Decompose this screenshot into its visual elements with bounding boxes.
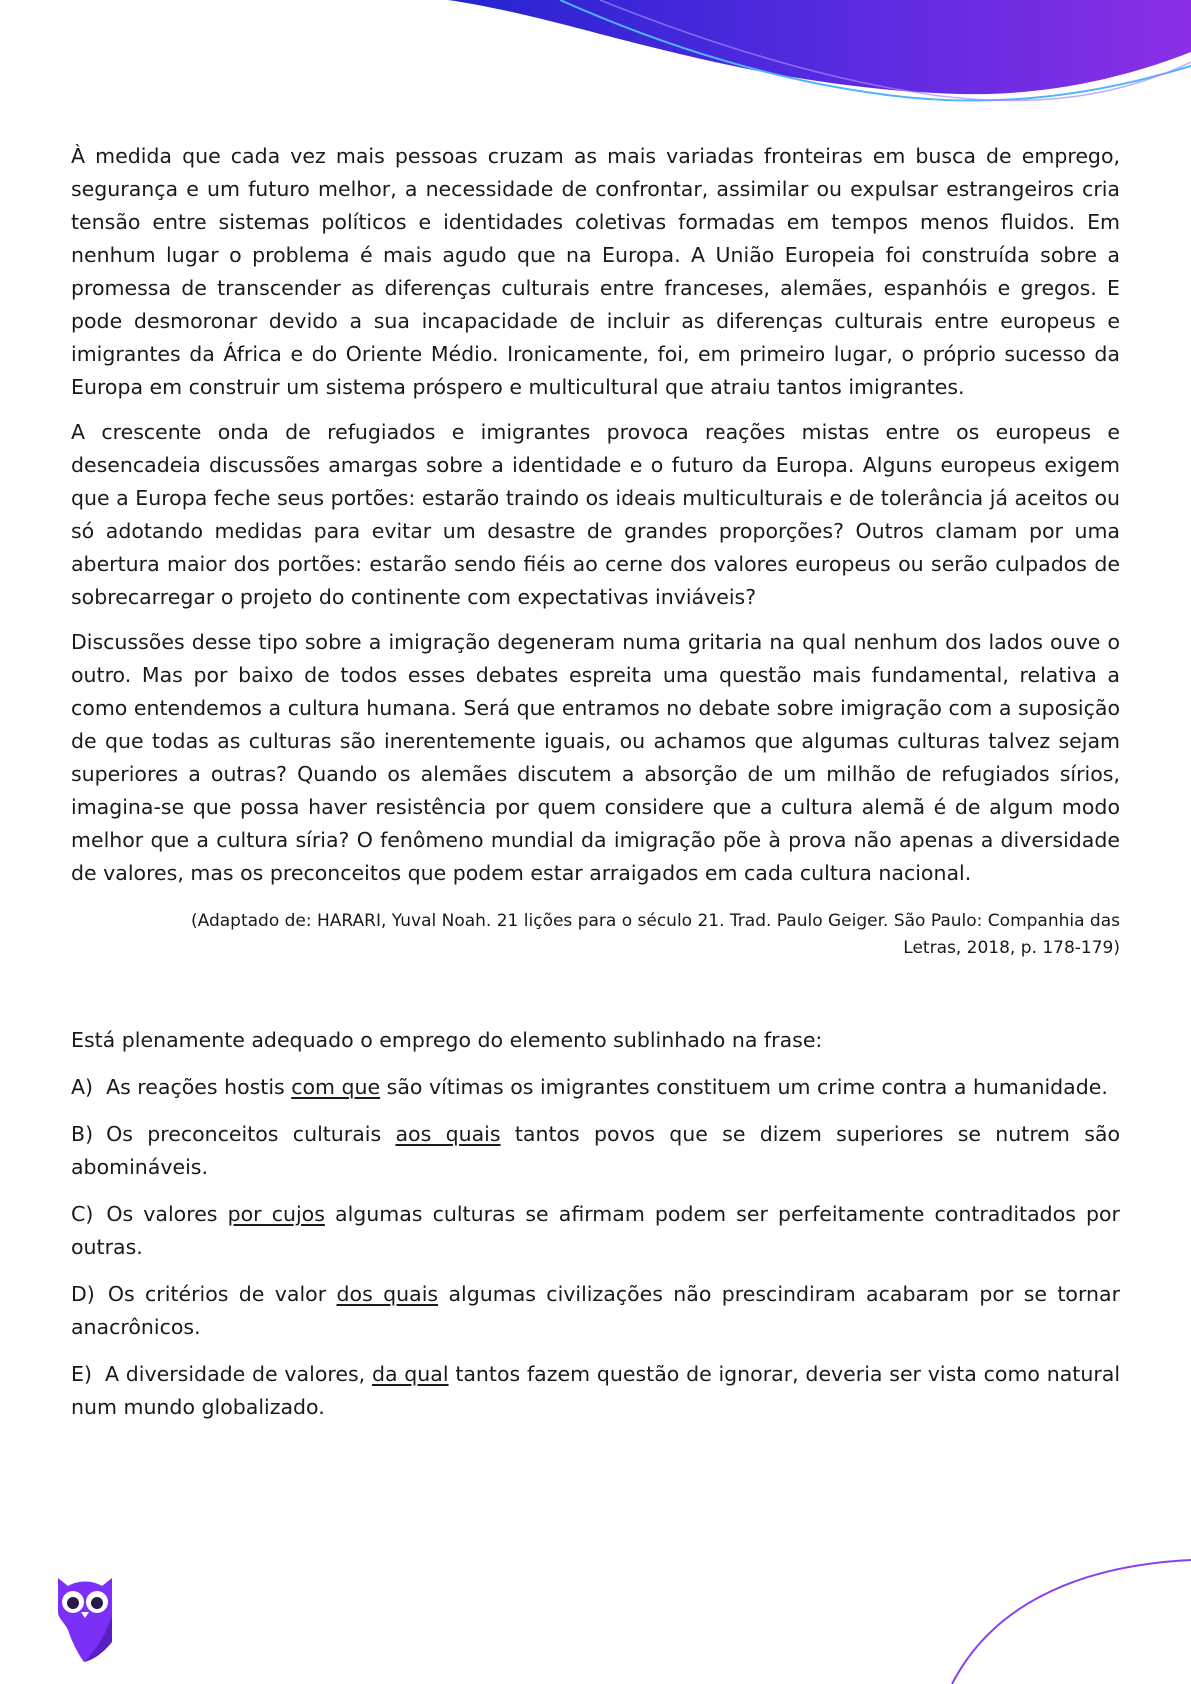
text-paragraph-2: A crescente onda de refugiados e imigrantes provoca reações mistas entre os europeus e desencadeia discussões amargas sobre a identidade e o futuro da Europa. Alguns europeus exigem que a Europa feche seus portões: estarão traindo os ideais multiculturais e de tolerância já aceitos ou só adotando medidas para evitar um desastre de grandes proporções? Outros clamam por uma abertura maior dos portões: estarão sendo fiéis ao cerne dos valores europeus ou serão culpados de sobrecarregar o projeto do continente com expectativas inviáveis?	[71, 420, 1120, 609]
option-text-before: As reações hostis	[106, 1075, 292, 1099]
option-text-after: tantos fazem questão de ignorar, deveria ser vista como natural num mundo globalizado.	[71, 1362, 1121, 1419]
document-body	[71, 140, 1120, 1438]
option-underlined: com que	[291, 1075, 381, 1099]
option-letter: E)	[71, 1362, 92, 1386]
top-wave-decoration	[0, 0, 1191, 130]
option-a	[71, 1071, 1120, 1104]
question-prompt: Está plenamente adequado o emprego do elemento sublinhado na frase:	[71, 1028, 823, 1052]
option-text-after: algumas civilizações não prescindiram acabaram por se tornar anacrônicos.	[71, 1282, 1120, 1339]
text-paragraph-1: À medida que cada vez mais pessoas cruzam as mais variadas fronteiras em busca de emprego, segurança e um futuro melhor, a necessidade de confrontar, assimilar ou expulsar estrangeiros cria tensão entre sistemas políticos e identidades coletivas formadas em tempos menos fluidos. Em nenhum lugar o problema é mais agudo que na Europa. A União Europeia foi construída sobre a promessa de transcender as diferenças culturais entre franceses, alemães, espanhóis e gregos. E pode desmoronar devido a sua incapacidade de incluir as diferenças culturais entre europeus e imigrantes da África e do Oriente Médio. Ironicamente, foi, em primeiro lugar, o próprio sucesso da Europa em construir um sistema próspero e multicultural que atraiu tantos imigrantes.	[71, 144, 1120, 399]
citation	[71, 908, 1120, 962]
option-letter: C)	[71, 1202, 94, 1226]
option-letter: A)	[71, 1075, 94, 1099]
citation-line-1: (Adaptado de: HARARI, Yuval Noah. 21 lições para o século 21. Trad. Paulo Geiger. São Paulo: Companhia das	[190, 911, 1120, 931]
option-text-before: Os preconceitos culturais	[106, 1122, 396, 1146]
option-text-before: Os critérios de valor	[107, 1282, 337, 1306]
option-text-after: algumas culturas se afirmam podem ser perfeitamente contraditados por outras.	[71, 1202, 1120, 1259]
citation-line-2: Letras, 2018, p. 178-179)	[903, 938, 1120, 958]
option-text-before: Os valores	[106, 1202, 228, 1226]
option-underlined: dos quais	[336, 1282, 439, 1306]
option-c	[71, 1198, 1120, 1264]
option-underlined: da qual	[371, 1362, 449, 1386]
option-d	[71, 1278, 1120, 1344]
option-text-before: A diversidade de valores,	[105, 1362, 372, 1386]
option-b	[71, 1118, 1120, 1184]
option-underlined: aos quais	[395, 1122, 501, 1146]
option-text-after: são vítimas os imigrantes constituem um crime contra a humanidade.	[380, 1075, 1108, 1099]
owl-logo-icon	[54, 1572, 116, 1664]
text-paragraph-3: Discussões desse tipo sobre a imigração degeneram numa gritaria na qual nenhum dos lados ouve o outro. Mas por baixo de todos esses debates espreita uma questão mais fundamental, relativa a como entendemos a cultura humana. Será que entramos no debate sobre imigração com a suposição de que todas as culturas são inerentemente iguais, ou achamos que algumas culturas talvez sejam superiores a outras? Quando os alemães discutem a absorção de um milhão de refugiados sírios, imagina-se que possa haver resistência por quem considere que a cultura alemã é de algum modo melhor que a cultura síria? O fenômeno mundial da imigração põe à prova não apenas a diversidade de valores, mas os preconceitos que podem estar arraigados em cada cultura nacional.	[71, 630, 1120, 885]
option-letter: B)	[71, 1122, 94, 1146]
option-e	[71, 1358, 1120, 1424]
option-underlined: por cujos	[227, 1202, 325, 1226]
option-letter: D)	[71, 1282, 95, 1306]
option-text-after: tantos povos que se dizem superiores se nutrem são abomináveis.	[71, 1122, 1120, 1179]
